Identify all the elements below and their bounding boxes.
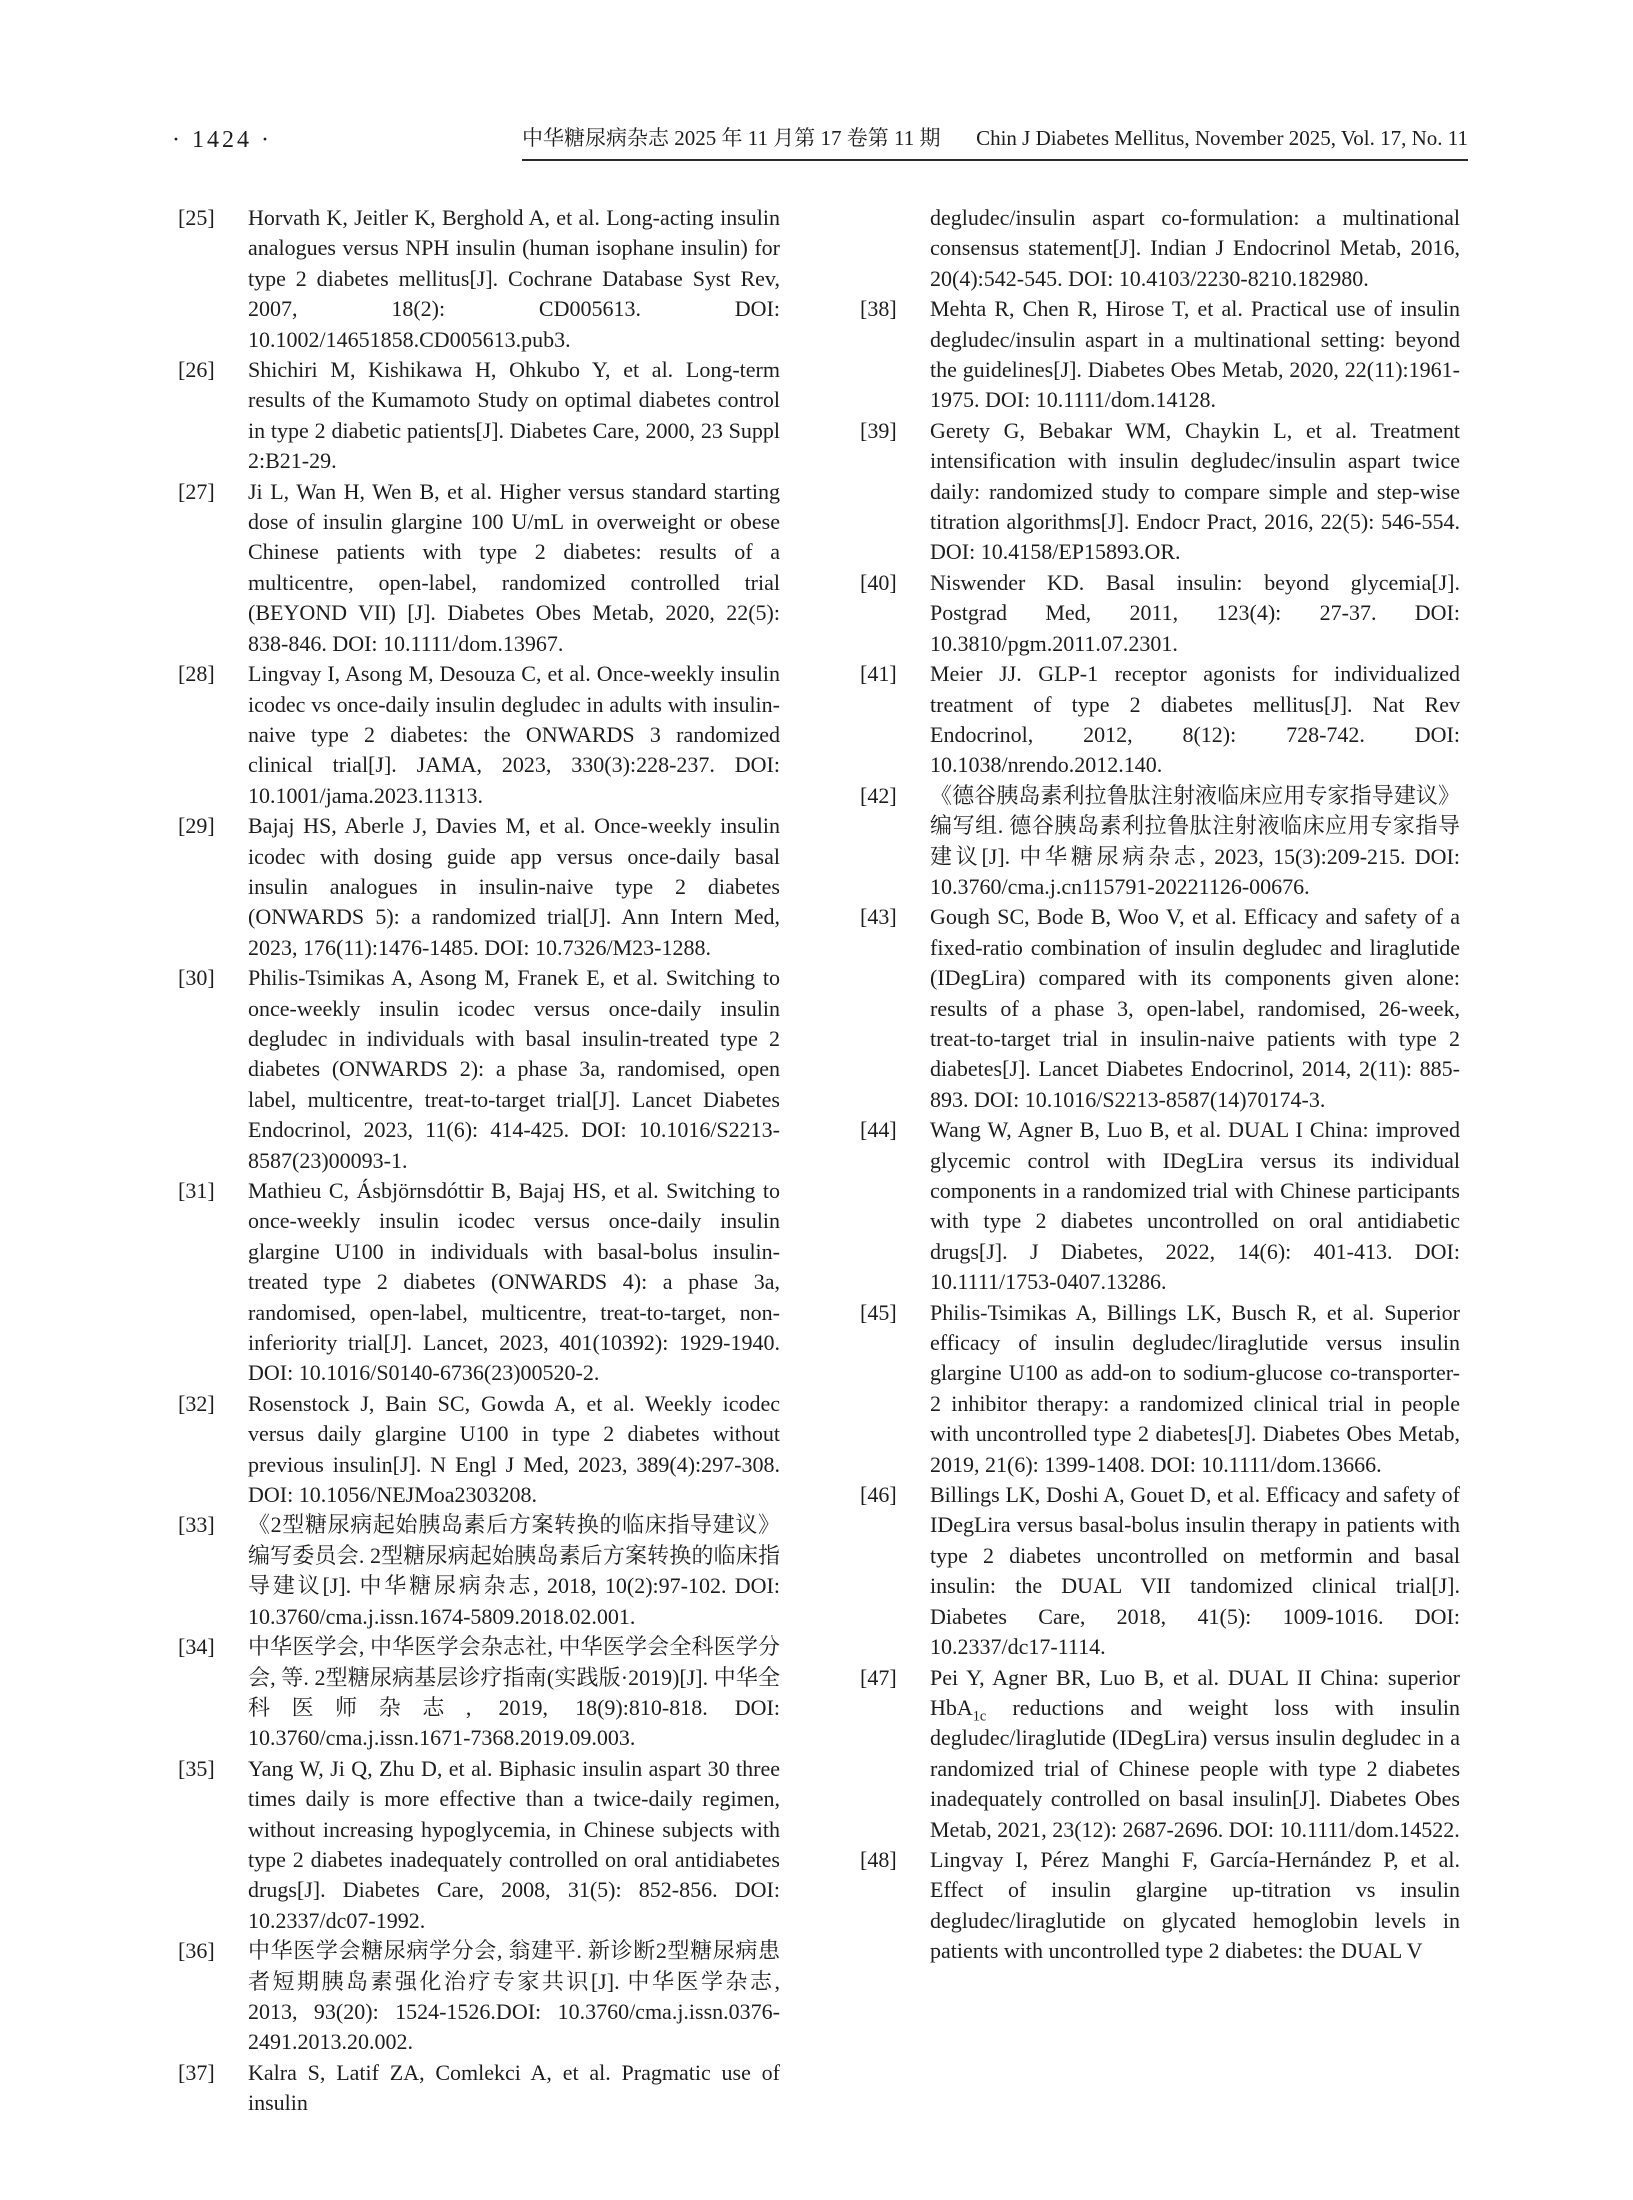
reference-text: Lingvay I, Asong M, Desouza C, et al. Once-weekly insulin icodec vs once-daily insulin degludec in adults with insulin-naive type 2 diabetes: the ONWARDS 3 randomized clinical trial[J]. JAMA, 2023, 330(3):228-237. DOI: 10.1001/jama.2023.11313. [248,661,780,808]
reference-number: [35] [178,1755,215,1781]
reference-entry [178,659,780,811]
reference-number: [44] [860,1117,897,1143]
reference-entry [860,416,1460,568]
reference-entry [178,203,780,355]
reference-number: [38] [860,296,897,322]
reference-entry [178,963,780,1176]
reference-entry [860,781,1460,903]
reference-text: Lingvay I, Pérez Manghi F, García-Hernández P, et al. Effect of insulin glargine up-titration vs insulin degludec/liraglutide on glycated hemoglobin levels in patients with uncontrolled type 2 diabetes: the DUAL V [930,1846,1460,1964]
reference-entry [860,294,1460,416]
reference-number: [41] [860,661,897,687]
reference-entry [178,1389,780,1511]
reference-number: [33] [178,1512,215,1538]
reference-number: [39] [860,417,897,443]
reference-number: [42] [860,782,897,808]
reference-entry [860,1298,1460,1480]
reference-number: [40] [860,569,897,595]
reference-entry [178,811,780,963]
journal-title-cn: 中华糖尿病杂志 2025 年 11 月第 17 卷第 11 期 [522,126,941,150]
reference-text: Gerety G, Bebakar WM, Chaykin L, et al. Treatment intensification with insulin degludec/insulin aspart twice daily: randomized study to compare simple and step-wise titration algorithms[J]. Endocr Pract, 2016, 22(5): 546-554. DOI: 10.4158/EP15893.OR. [930,417,1460,565]
reference-entry [860,659,1460,781]
reference-text: Horvath K, Jeitler K, Berghold A, et al. Long-acting insulin analogues versus NPH insulin (human isophane insulin) for type 2 diabetes mellitus[J]. Cochrane Database Syst Rev, 2007, 18(2): CD005613. DOI: 10.1002/14651858.CD005613.pub3. [248,205,780,352]
reference-entry [860,1480,1460,1662]
reference-text: Shichiri M, Kishikawa H, Ohkubo Y, et al. Long-term results of the Kumamoto Study on optimal diabetes control in type 2 diabetic patients[J]. Diabetes Care, 2000, 23 Suppl 2:B21-29. [248,357,780,474]
reference-text: Niswender KD. Basal insulin: beyond glycemia[J]. Postgrad Med, 2011, 123(4): 27-37. DOI: 10.3810/pgm.2011.07.2301. [930,569,1460,656]
reference-entry [178,1754,780,1936]
reference-text: 《2型糖尿病起始胰岛素后方案转换的临床指导建议》编写委员会. 2型糖尿病起始胰岛素后方案转换的临床指导建议[J]. 中华糖尿病杂志, 2018, 10(2):97-102. DOI: 10.3760/cma.j.issn.1674-5809.2018.02.001. [248,1512,780,1629]
reference-text: Billings LK, Doshi A, Gouet D, et al. Efficacy and safety of IDegLira versus basal-bolus insulin therapy in patients with type 2 diabetes uncontrolled on metformin and basal insulin: the DUAL VII tandomized clinical trial[J]. Diabetes Care, 2018, 41(5): 1009-1016. DOI: 10.2337/dc17-1114. [930,1482,1460,1660]
reference-text: Mehta R, Chen R, Hirose T, et al. Practical use of insulin degludec/insulin aspart in a multinational setting: beyond the guidelines[J]. Diabetes Obes Metab, 2020, 22(11):1961-1975. DOI: 10.1111/dom.14128. [930,296,1460,413]
reference-text: Mathieu C, Ásbjörnsdóttir B, Bajaj HS, et al. Switching to once-weekly insulin icodec versus once-daily insulin glargine U100 in individuals with basal-bolus insulin-treated type 2 diabetes (ONWARDS 4): a phase 3a, randomised, open-label, multicentre, treat-to-target, non-inferiority trial[J]. Lancet, 2023, 401(10392): 1929-1940. DOI: 10.1016/S0140-6736(23)00520-2. [248,1178,780,1386]
reference-entry [178,355,780,477]
references-column-left [178,203,780,2119]
reference-entry [178,1632,780,1754]
reference-text: Yang W, Ji Q, Zhu D, et al. Biphasic insulin aspart 30 three times daily is more effective than a twice-daily regimen, without increasing hypoglycemia, in Chinese subjects with type 2 diabetes inadequately controlled on oral antidiabetes drugs[J]. Diabetes Care, 2008, 31(5): 852-856. DOI: 10.2337/dc07-1992. [248,1755,780,1933]
reference-entry [860,1115,1460,1297]
reference-number: [30] [178,965,215,991]
reference-entry [178,1936,780,2058]
reference-number: [36] [178,1938,215,1964]
references-column-right [860,203,1460,1967]
journal-title-en: Chin J Diabetes Mellitus, November 2025, Vol. 17, No. 11 [976,126,1468,150]
reference-entry [178,477,780,659]
reference-entry [860,902,1460,1115]
page-number: · 1424 · [172,127,272,153]
reference-text: Wang W, Agner B, Luo B, et al. DUAL I China: improved glycemic control with IDegLira versus its individual components in a randomized trial with Chinese participants with type 2 diabetes uncontrolled on oral antidiabetic drugs[J]. J Diabetes, 2022, 14(6): 401-413. DOI: 10.1111/1753-0407.13286. [930,1117,1460,1295]
reference-text: 中华医学会, 中华医学会杂志社, 中华医学会全科医学分会, 等. 2型糖尿病基层诊疗指南(实践版·2019)[J]. 中华全科医师杂志, 2019, 18(9):810-818. DOI: 10.3760/cma.j.issn.1671-7368.2019.09.003. [248,1634,780,1751]
reference-entry [860,568,1460,659]
reference-number: [34] [178,1634,215,1660]
reference-entry [178,1176,780,1389]
reference-number: [47] [860,1664,897,1690]
reference-text: Ji L, Wan H, Wen B, et al. Higher versus standard starting dose of insulin glargine 100 U/mL in overweight or obese Chinese patients with type 2 diabetes: results of a multicentre, open-label, randomized controlled trial (BEYOND VII) [J]. Diabetes Obes Metab, 2020, 22(5): 838-846. DOI: 10.1111/dom.13967. [248,478,780,656]
reference-number: [25] [178,205,215,230]
reference-number: [28] [178,661,215,687]
reference-text: degludec/insulin aspart co-formulation: a multinational consensus statement[J]. Indian J Endocrinol Metab, 2016, 20(4):542-545. DOI: 10.4103/2230-8210.182980. [930,205,1460,291]
reference-text: Philis-Tsimikas A, Asong M, Franek E, et al. Switching to once-weekly insulin icodec versus once-daily insulin degludec in individuals with basal insulin-treated type 2 diabetes (ONWARDS 2): a phase 3a, randomised, open label, multicentre, treat-to-target trial[J]. Lancet Diabetes Endocrinol, 2023, 11(6): 414-425. DOI: 10.1016/S2213-8587(23)00093-1. [248,965,780,1173]
reference-text: Rosenstock J, Bain SC, Gowda A, et al. Weekly icodec versus daily glargine U100 in type 2 diabetes without previous insulin[J]. N Engl J Med, 2023, 389(4):297-308. DOI: 10.1056/NEJMoa2303208. [248,1390,780,1508]
reference-entry [178,1510,780,1632]
reference-entry [860,1845,1460,1967]
reference-number: [45] [860,1299,897,1325]
reference-text: Philis-Tsimikas A, Billings LK, Busch R, et al. Superior efficacy of insulin degludec/liraglutide versus insulin glargine U100 as add-on to sodium-glucose co-transporter-2 inhibitor therapy: a randomized clinical trial in people with uncontrolled type 2 diabetes[J]. Diabetes Obes Metab, 2019, 21(6): 1399-1408. DOI: 10.1111/dom.13666. [930,1299,1460,1477]
journal-header [522,122,1468,161]
reference-entry [178,2058,780,2119]
reference-text: 中华医学会糖尿病学分会, 翁建平. 新诊断2型糖尿病患者短期胰岛素强化治疗专家共识[J]. 中华医学杂志, 2013, 93(20): 1524-1526.DOI: 10.3760/cma.j.issn.0376-2491.2013.20.002. [248,1938,780,2055]
reference-entry [860,1663,1460,1845]
reference-number: [31] [178,1178,215,1203]
reference-number: [32] [178,1390,215,1416]
reference-number: [29] [178,813,215,839]
reference-text: Kalra S, Latif ZA, Comlekci A, et al. Pragmatic use of insulin [248,2059,780,2116]
reference-text: Gough SC, Bode B, Woo V, et al. Efficacy and safety of a fixed-ratio combination of insulin degludec and liraglutide (IDegLira) compared with its components given alone: results of a phase 3, open-label, randomised, 26-week, treat-to-target trial in insulin-naive patients with type 2 diabetes[J]. Lancet Diabetes Endocrinol, 2014, 2(11): 885-893. DOI: 10.1016/S2213-8587(14)70174-3. [930,904,1460,1112]
reference-number: [43] [860,904,897,930]
reference-text: Pei Y, Agner BR, Luo B, et al. DUAL II China: superior HbA$_{1c}$ reductions and weight loss with insulin degludec/liraglutide (IDegLira) versus insulin degludec in a randomized trial of Chinese people with type 2 diabetes inadequately controlled on basal insulin[J]. Diabetes Obes Metab, 2021, 23(12): 2687-2696. DOI: 10.1111/dom.14522. [930,1664,1460,1842]
reference-entry [860,203,1460,294]
reference-number: [26] [178,357,215,383]
reference-number: [37] [178,2059,215,2085]
reference-text: Meier JJ. GLP-1 receptor agonists for individualized treatment of type 2 diabetes mellitus[J]. Nat Rev Endocrinol, 2012, 8(12): 728-742. DOI: 10.1038/nrendo.2012.140. [930,661,1460,778]
reference-number: [46] [860,1482,897,1508]
reference-text: Bajaj HS, Aberle J, Davies M, et al. Once-weekly insulin icodec with dosing guide app versus once-daily basal insulin analogues in insulin-naive type 2 diabetes (ONWARDS 5): a randomized trial[J]. Ann Intern Med, 2023, 176(11):1476-1485. DOI: 10.7326/M23-1288. [248,813,780,960]
reference-number: [48] [860,1846,897,1872]
reference-text: 《德谷胰岛素利拉鲁肽注射液临床应用专家指导建议》编写组. 德谷胰岛素利拉鲁肽注射液临床应用专家指导建议[J]. 中华糖尿病杂志, 2023, 15(3):209-215. DOI: 10.3760/cma.j.cn115791-20221126-00676. [930,782,1460,899]
reference-number: [27] [178,478,215,504]
